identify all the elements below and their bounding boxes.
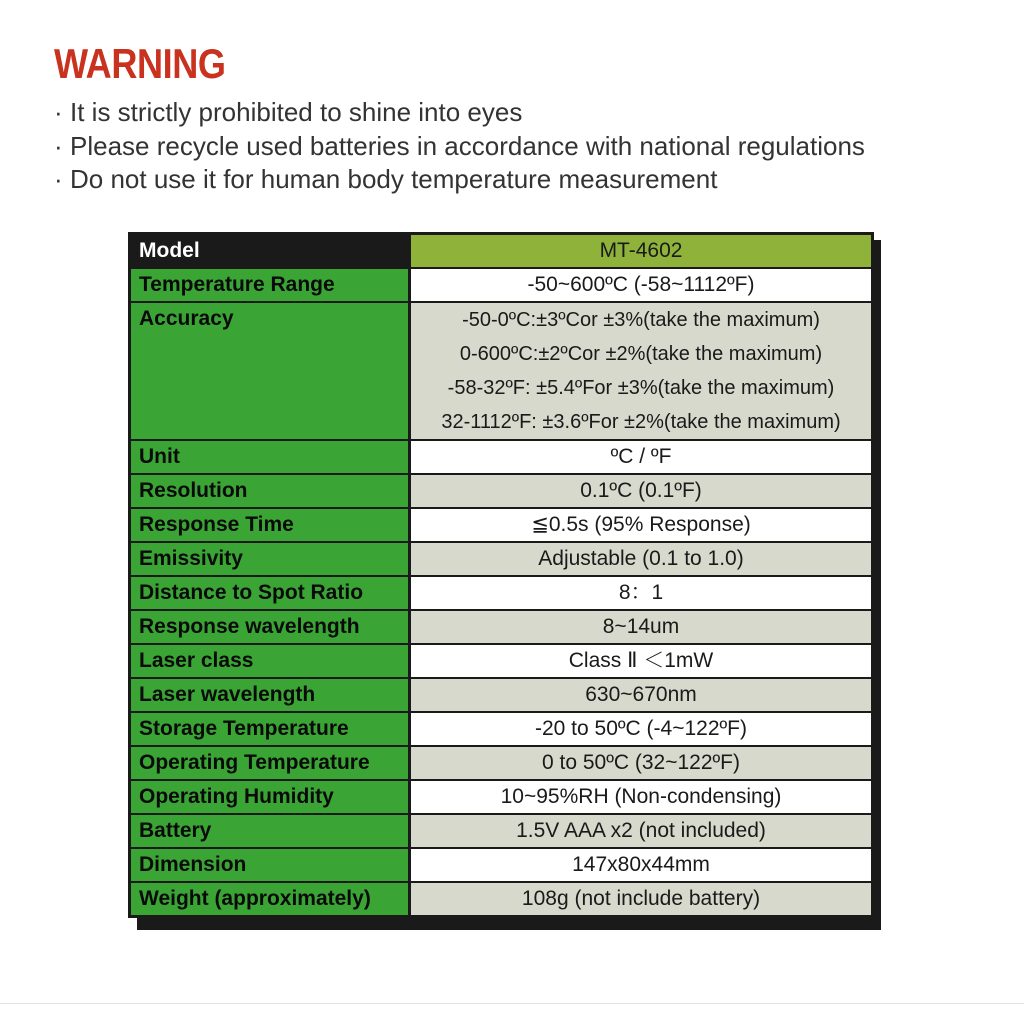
spec-value: -50~600ºC (-58~1112ºF) xyxy=(410,268,873,302)
warning-item-text: Do not use it for human body temperature measurement xyxy=(70,164,718,194)
accuracy-line: 32-1112ºF: ±3.6ºFor ±2%(take the maximum) xyxy=(441,411,841,433)
spec-value: ºC / ºF xyxy=(410,440,873,474)
spec-row xyxy=(130,814,873,848)
spec-value: Class Ⅱ ＜1mW xyxy=(410,644,873,678)
spec-row xyxy=(130,678,873,712)
spec-row-accuracy xyxy=(130,302,873,440)
spec-row xyxy=(130,542,873,576)
warning-list xyxy=(54,96,865,197)
spec-label: Storage Temperature xyxy=(130,712,410,746)
spec-label: Model xyxy=(130,234,410,269)
accuracy-line: 0-600ºC:±2ºCor ±2%(take the maximum) xyxy=(459,343,823,365)
spec-label: Operating Humidity xyxy=(130,780,410,814)
spec-row xyxy=(130,882,873,917)
spec-row xyxy=(130,440,873,474)
spec-label: Battery xyxy=(130,814,410,848)
spec-row xyxy=(130,474,873,508)
spec-label: Laser class xyxy=(130,644,410,678)
spec-label: Response Time xyxy=(130,508,410,542)
spec-row xyxy=(130,644,873,678)
spec-value xyxy=(410,302,873,440)
spec-value: 0.1ºC (0.1ºF) xyxy=(410,474,873,508)
spec-label: Weight (approximately) xyxy=(130,882,410,917)
accuracy-line: -50-0ºC:±3ºCor ±3%(take the maximum) xyxy=(462,309,820,331)
spec-row xyxy=(130,508,873,542)
spec-value: 8~14um xyxy=(410,610,873,644)
spec-value: 10~95%RH (Non-condensing) xyxy=(410,780,873,814)
spec-label: Accuracy xyxy=(130,302,410,440)
spec-label: Emissivity xyxy=(130,542,410,576)
spec-row xyxy=(130,268,873,302)
warning-item: · It is strictly prohibited to shine into eyes xyxy=(54,97,523,127)
spec-label: Dimension xyxy=(130,848,410,882)
footer-divider xyxy=(0,1003,1024,1004)
spec-row xyxy=(130,746,873,780)
spec-row-model xyxy=(130,234,873,269)
spec-value: 1.5V AAA x2 (not included) xyxy=(410,814,873,848)
spec-row xyxy=(130,780,873,814)
warning-item: · Do not use it for human body temperature measurement xyxy=(54,164,718,194)
spec-label: Distance to Spot Ratio xyxy=(130,576,410,610)
spec-value: 8：1 xyxy=(410,576,873,610)
spec-table xyxy=(128,232,874,918)
spec-value: 147x80x44mm xyxy=(410,848,873,882)
spec-label: Response wavelength xyxy=(130,610,410,644)
spec-label: Temperature Range xyxy=(130,268,410,302)
accuracy-line: -58-32ºF: ±5.4ºFor ±3%(take the maximum) xyxy=(447,377,835,399)
spec-value: 630~670nm xyxy=(410,678,873,712)
spec-label: Resolution xyxy=(130,474,410,508)
spec-row xyxy=(130,576,873,610)
spec-value: -20 to 50ºC (-4~122ºF) xyxy=(410,712,873,746)
spec-row xyxy=(130,610,873,644)
warning-item-text: It is strictly prohibited to shine into eyes xyxy=(70,97,523,127)
spec-value: 0 to 50ºC (32~122ºF) xyxy=(410,746,873,780)
spec-label: Laser wavelength xyxy=(130,678,410,712)
warning-item: · Please recycle used batteries in accordance with national regulations xyxy=(54,130,865,161)
spec-value: ≦0.5s (95% Response) xyxy=(410,508,873,542)
warning-item-text: Please recycle used batteries in accordance with national regulations xyxy=(70,130,865,161)
spec-label: Operating Temperature xyxy=(130,746,410,780)
spec-value: Adjustable (0.1 to 1.0) xyxy=(410,542,873,576)
spec-value: 108g (not include battery) xyxy=(410,882,873,917)
spec-row xyxy=(130,712,873,746)
spec-row xyxy=(130,848,873,882)
warning-title: WARNING xyxy=(54,40,226,87)
spec-value: MT-4602 xyxy=(410,234,873,269)
spec-label: Unit xyxy=(130,440,410,474)
